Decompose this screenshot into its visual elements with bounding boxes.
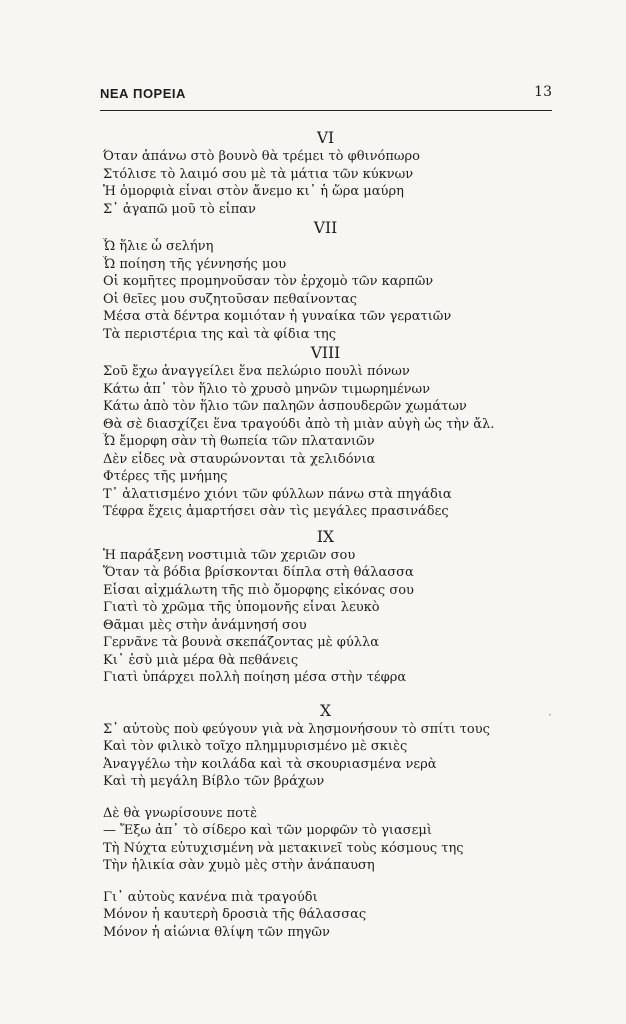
header-rule [100, 110, 552, 111]
verse-line: Σ᾽ ἀγαπῶ μοῦ τὸ εἶπαν [103, 201, 256, 217]
verse-line: Κι᾽ ἐσὺ μιὰ μέρα θὰ πεθάνεις [103, 652, 299, 668]
section-title: VIII [310, 344, 341, 362]
verse-line: Μόνον ἡ αἰώνια θλίψη τῶν πηγῶν [103, 924, 330, 940]
verse-line: Ἀναγγέλω τὴν κοιλάδα καὶ τὰ σκουριασμένα νερὰ [103, 756, 437, 772]
verse-line: Γιατὶ ὑπάρχει πολλὴ ποίηση μέσα στὴν τέφρα [103, 670, 407, 685]
poem-body [103, 128, 548, 941]
verse-line: Ὅταν τὰ βόδια βρίσκονται δίπλα στὴ θάλασσα [103, 565, 414, 580]
verse-line: Ὦ ἥλιε ὦ σελήνη [103, 239, 214, 254]
verse-line: Κάτω ἀπ᾽ τὸν ἥλιο τὸ χρυσὸ μηνῶν τιμωρημένων [103, 381, 431, 397]
verse-line: Γι᾽ αὐτοὺς κανένα πιὰ τραγούδι [103, 889, 318, 905]
journal-title: ΝΕΑ ΠΟΡΕΙΑ [100, 86, 186, 101]
section-gap [103, 521, 548, 525]
verse-line: Όταν ἀπάνω στὸ βουνὸ θὰ τρέμει τὸ φθινόπωρο [103, 149, 420, 164]
verse-line: Φτέρες τῆς μνήμης [103, 469, 228, 484]
verse-line: Τὴν ἡλικία σὰν χυμὸ μὲς στὴν ἀνάπαυση [103, 858, 375, 873]
section-title: X [319, 701, 332, 720]
verse-line: Δὲν εἶδες νὰ σταυρώνονται τὰ χελιδόνια [103, 451, 376, 467]
verse-line: Μόνον ἡ καυτερὴ δροσιὰ τῆς θάλασσας [103, 907, 367, 922]
section-title: VI [316, 129, 335, 147]
verse-line: Ὦ ποίηση τῆς γέννησής μου [103, 256, 287, 272]
verse-line: Τὴ Νύχτα εὐτυχισμένη νὰ μετακινεῖ τοὺς κόσμους της [103, 840, 464, 856]
verse-line: Τέφρα ἔχεις ἁμαρτήσει σὰν τὶς μεγάλες πρασινάδες [103, 504, 449, 519]
verse-line: Ἡ παράξενη νοστιμιὰ τῶν χεριῶν σου [103, 547, 356, 563]
verse-line: Κάτω ἀπὸ τὸν ἥλιο τῶν παληῶν ἀσπουδερῶν χωμάτων [103, 399, 467, 414]
verse-line: Στόλισε τὸ λαιμό σου μὲ τὰ μάτια τῶν κύκνων [103, 166, 414, 182]
verse-line: Οἱ κομῆτες προμηνοῦσαν τὸν ἐρχομὸ τῶν καρπῶν [103, 274, 434, 289]
verse-line: — Ἔξω ἀπ᾽ τὸ σίδερο καὶ τῶν μορφῶν τὸ γιασεμὶ [103, 823, 432, 838]
verse-line: Μέσα στὰ δέντρα κομιόταν ἡ γυναίκα τῶν γερατιῶν [103, 309, 452, 324]
verse-line: Καὶ τὸν φιλικὸ τοῖχο πλημμυρισμένο μὲ σκιὲς [103, 739, 408, 754]
verse-line: Καὶ τὴ μεγάλη Βίβλο τῶν βράχων [103, 774, 325, 789]
verse-line: Ἡ ὀμορφιὰ εἶναι στὸν ἄνεμο κι᾽ ἡ ὥρα μαύρη [103, 184, 404, 199]
margin-mark: · [548, 708, 552, 722]
stanza-gap [103, 875, 548, 889]
section-title: IX [316, 527, 335, 546]
verse-line: Τὰ περιστέρια της καὶ τὰ φίδια της [103, 326, 336, 342]
verse-line: Γιατὶ τὸ χρῶμα τῆς ὑπομονῆς εἶναι λευκὸ [103, 600, 380, 615]
verse-line: Σοῦ ἔχω ἀναγγείλει ἕνα πελώριο πουλὶ πόνων [103, 364, 410, 379]
verse-line: Θᾶμαι μὲς στὴν ἀνάμνησή σου [103, 617, 307, 633]
verse-line: Γερνᾶνε τὰ βουνὰ σκεπάζοντας μὲ φύλλα [103, 635, 380, 650]
verse-line: Ὦ ἔμορφη σὰν τὴ θωπεία τῶν πλατανιῶν [103, 434, 375, 449]
verse-line: Οἱ θεῖες μου συζητοῦσαν πεθαίνοντας [103, 291, 358, 307]
running-header [100, 84, 552, 108]
stanza-gap [103, 791, 548, 805]
verse-line: Σ᾽ αὐτοὺς ποὺ φεύγουν γιὰ νὰ λησμονήσουν τὸ σπίτι τους [103, 721, 490, 737]
verse-line: Εἶσαι αἰχμάλωτη τῆς πιὸ ὄμορφης εἰκόνας σου [103, 582, 414, 598]
section-title: VII [313, 219, 338, 237]
verse-line: Θὰ σὲ διασχίζει ἕνα τραγούδι ἀπὸ τὴ μιὰν αὐγὴ ὡς τὴν ἄλ. [103, 416, 495, 432]
verse-line: Τ᾽ ἀλατισμένο χιόνι τῶν φύλλων πάνω στὰ πηγάδια [103, 486, 452, 502]
page-number: 13 [534, 84, 552, 100]
verse-line: Δὲ θὰ γνωρίσουνε ποτὲ [103, 805, 258, 821]
